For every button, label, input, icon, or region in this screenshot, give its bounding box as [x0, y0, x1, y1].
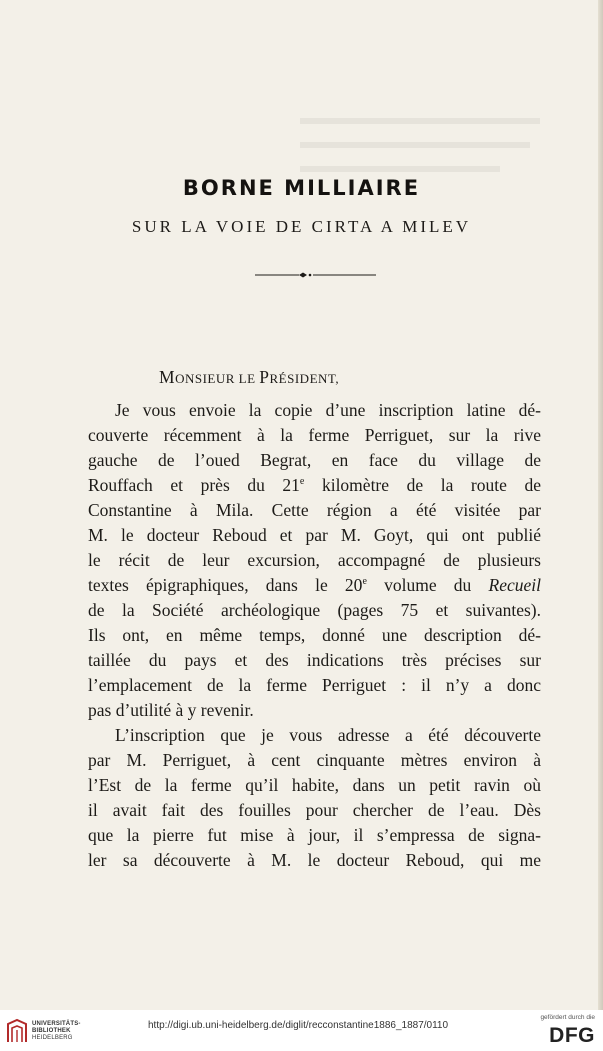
paragraph-line: l’Est de la ferme qu’il habite, dans un petit ravin où [88, 775, 541, 795]
paragraph-line: L’inscription que je vous adresse a été découverte [115, 725, 541, 745]
salutation-capital: M [159, 367, 176, 387]
paragraph-line: l’emplacement de la ferme Perriguet : il n’y a donc [88, 675, 541, 695]
bleed-through-decoration [300, 166, 500, 172]
paragraph-line [88, 473, 541, 497]
library-logo-icon [6, 1018, 28, 1044]
bleed-through-decoration [300, 118, 540, 124]
bleed-through-decoration [300, 142, 530, 148]
footer-bar [0, 1010, 603, 1051]
paragraph-line: ler sa découverte à M. le docteur Reboud, qui me [88, 850, 541, 870]
page-edge [598, 0, 603, 1010]
paragraph-line: par M. Perriguet, à cent cinquante mètres environ à [88, 750, 541, 770]
paragraph-line: M. le docteur Reboud et par M. Goyt, qui ont publié [88, 525, 541, 545]
dfg-logo: DFG [549, 1024, 595, 1047]
paragraph-line: il avait fait des fouilles pour chercher de l’eau. Dès [88, 800, 541, 820]
paragraph-line: gauche de l’oued Begrat, en face du village de [88, 450, 541, 470]
salutation-capital: P [259, 367, 270, 387]
paragraph-line: pas d’utilité à y revenir. [88, 700, 254, 720]
page-subtitle: SUR LA VOIE DE CIRTA A MILEV [131, 217, 472, 236]
library-name-line: UNIVERSITÄTS- [32, 1021, 81, 1027]
page-title: BORNE MILLIAIRE [182, 176, 421, 200]
paragraph-line [88, 573, 541, 597]
paragraph-line: taillée du pays et des indications très précises sur [88, 650, 541, 670]
library-name-line: HEIDELBERG [32, 1035, 73, 1041]
paragraph-line: Ils ont, en même temps, donné une description dé- [88, 625, 541, 645]
letter-salutation [159, 367, 339, 388]
paragraph-line: couverte récemment à la ferme Perriguet, sur la rive [88, 425, 541, 445]
paragraph-line: Constantine à Mila. Cette région a été visitée par [88, 500, 541, 520]
paragraph-line: Je vous envoie la copie d’une inscription latine dé- [115, 400, 541, 420]
line-segment: Rouffach et près du 21 [88, 475, 300, 495]
superscript: e [299, 476, 305, 487]
line-segment: textes épigraphiques, dans le 20 [88, 575, 363, 595]
paragraph-line: que la pierre fut mise à jour, il s’empressa de signa- [88, 825, 541, 845]
salutation-smallcaps: RÉSIDENT, [269, 371, 340, 386]
source-url-link[interactable]: http://digi.ub.uni-heidelberg.de/diglit/recconstantine1886_1887/0110 [148, 1020, 449, 1031]
superscript: e [362, 576, 367, 587]
italic-title: Recueil [488, 575, 541, 595]
library-name-line: BIBLIOTHEK [32, 1028, 71, 1034]
salutation-smallcaps: ONSIEUR LE [175, 371, 260, 386]
paragraph-line: de la Société archéologique (pages 75 et suivantes). [88, 600, 541, 620]
ornament-rule [0, 270, 603, 280]
line-segment: volume du [366, 575, 489, 595]
funding-caption: gefördert durch die [540, 1014, 595, 1021]
line-segment: kilomètre de la route de [304, 475, 541, 495]
paragraph-line: le récit de leur excursion, accompagné de plusieurs [88, 550, 541, 570]
